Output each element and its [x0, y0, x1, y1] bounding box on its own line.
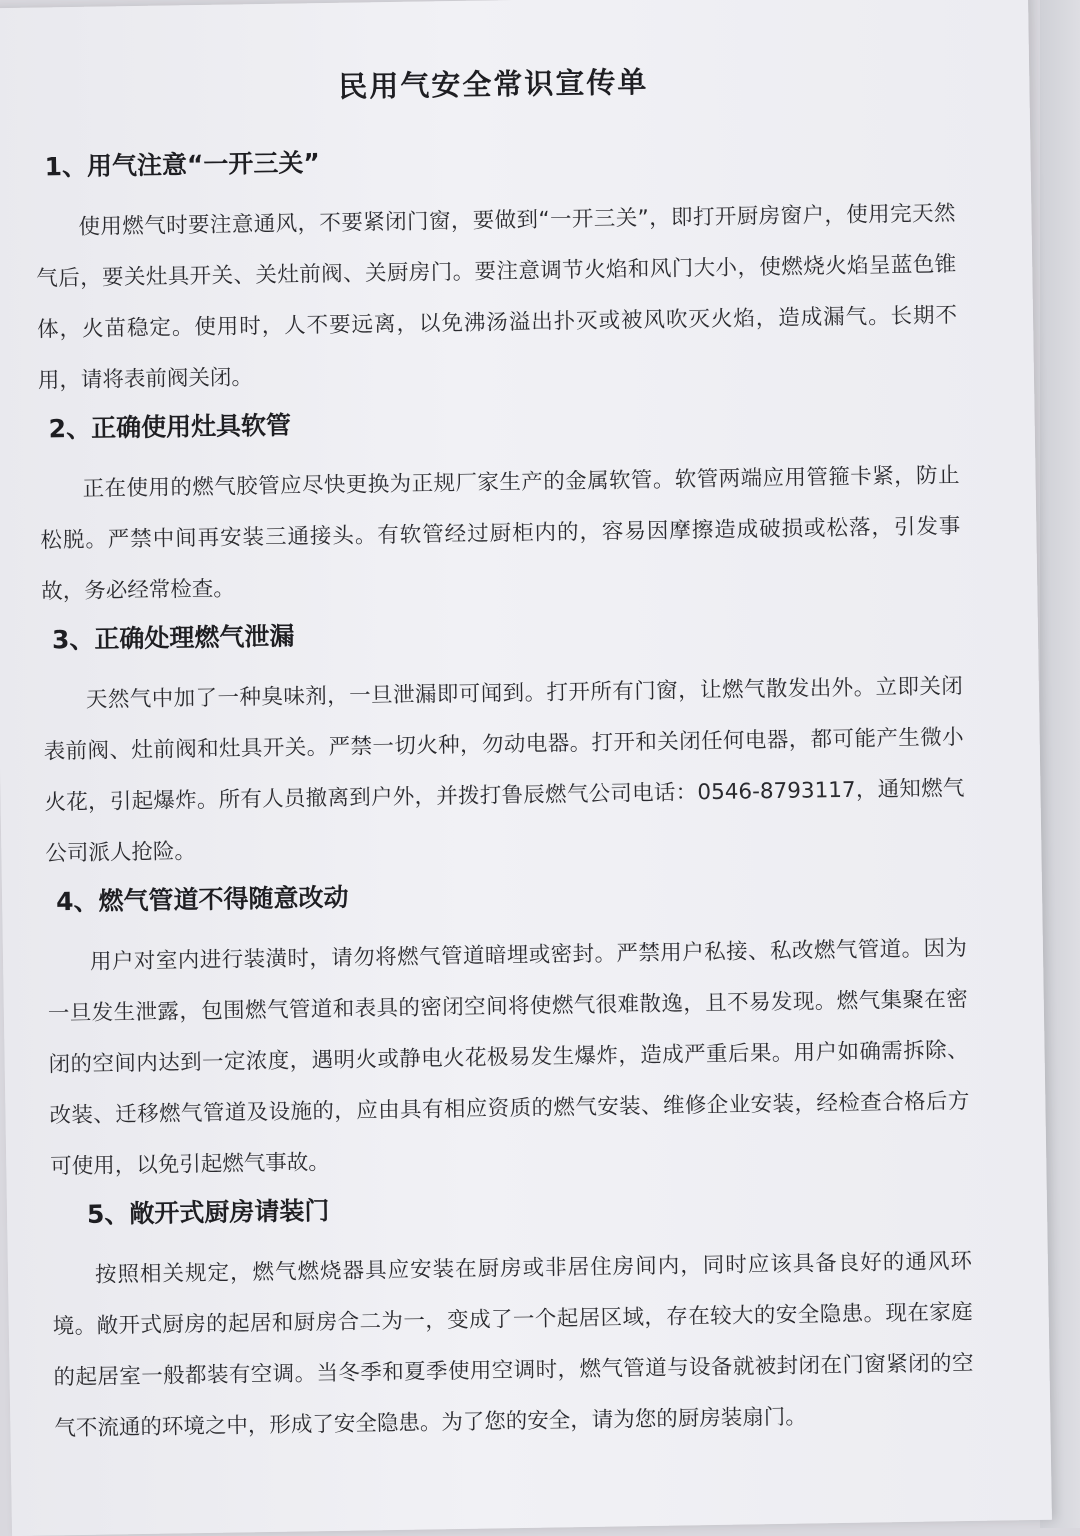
- section-body: 按照相关规定，燃气燃烧器具应安装在厨房或非居住房间内，同时应该具备良好的通风环境。敞开式厨房的起居和厨房合二为一，变成了一个起居区域，存在较大的安全隐患。现在家庭的起居室一般都装有空调。当冬季和夏季使用空调时，燃气管道与设备就被封闭在门窗紧闭的空气不流通的环境之中，形成了安全隐患。为了您的安全，请为您的厨房装扇门。: [52, 1248, 974, 1442]
- section-body: 用户对室内进行装潢时，请勿将燃气管道暗埋或密封。严禁用户私接、私改燃气管道。因为一旦发生泄露，包围燃气管道和表具的密闭空间将使燃气很难散逸，且不易发现。燃气集聚在密闭的空间内达到一定浓度，遇明火或静电火花极易发生爆炸，造成严重后果。用户如确需拆除、改装、迁移燃气管道及设施的，应由具有相应资质的燃气安装、维修企业安装，经检查合格后方可使用，以免引起燃气事故。: [47, 936, 970, 1180]
- section-body: 天然气中加了一种臭味剂，一旦泄漏即可闻到。打开所有门窗，让燃气散发出外。立即关闭表前阀、灶前阀和灶具开关。严禁一切火种，勿动电器。打开和关闭任何电器，都可能产生微小火花，引起爆炸。所有人员撤离到户外，并拨打鲁辰燃气公司电话：0546-8793117，通知燃气公司派人抢险。: [43, 674, 965, 867]
- section-heading: 1、用气注意“一开三关”: [44, 148, 321, 182]
- section-heading: 5、敞开式厨房请装门: [86, 1196, 330, 1229]
- section-body: 正在使用的燃气胶管应尽快更换为正规厂家生产的金属软管。软管两端应用管箍卡紧，防止松脱。严禁中间再安装三通接头。有软管经过厨柜内的，容易因摩擦造成破损或松落，引发事故，务必经常检查。: [40, 463, 961, 605]
- section-heading: 3、正确处理燃气泄漏: [51, 621, 295, 655]
- section-body: 使用燃气时要注意通风，不要紧闭门窗，要做到“一开三关”，即打开厨房窗户，使用完天然气后，要关灶具开关、关灶前阀、关厨房门。要注意调节火焰和风门大小，使燃烧火焰呈蓝色锥体，火苗稳定。使用时，人不要远离，以免沸汤溢出扑灭或被风吹灭火焰，造成漏气。长期不用，请将表前阀关闭。: [36, 201, 958, 394]
- section-3: [42, 609, 966, 879]
- section-1: [34, 136, 958, 406]
- section-4: [46, 871, 971, 1192]
- flyer-content: [33, 47, 975, 1460]
- section-heading: 4、燃气管道不得随意改动: [55, 882, 349, 917]
- page-title: 民用气安全常识宣传单: [338, 64, 649, 104]
- section-2: [38, 398, 961, 617]
- section-heading: 2、正确使用灶具软管: [48, 410, 292, 444]
- section-5: [51, 1184, 975, 1454]
